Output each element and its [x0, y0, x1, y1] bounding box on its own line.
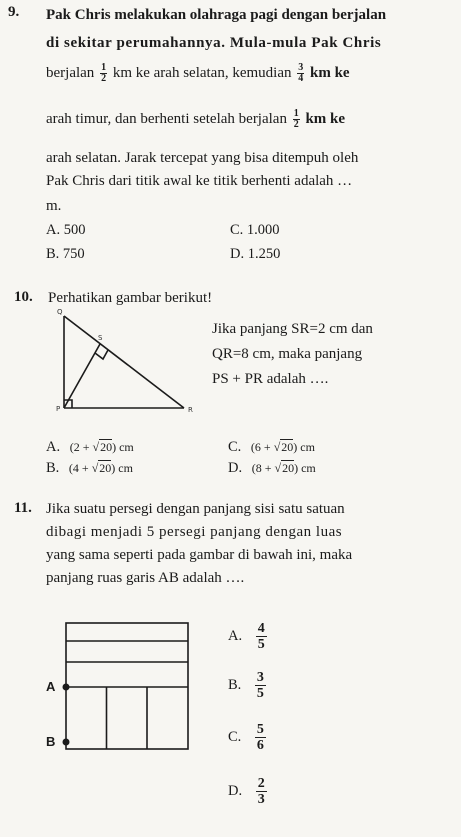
q10-intro: Perhatikan gambar berikut! [48, 290, 213, 306]
q9-option-b[interactable]: B. 750 [46, 246, 85, 262]
q10-option-c[interactable]: C. (6 + √20) cm [228, 439, 315, 455]
q10-option-b[interactable]: B. (4 + √20) cm [46, 460, 133, 476]
q9-number: 9. [8, 4, 20, 20]
q10-text2: QR=8 cm, maka panjang [212, 346, 363, 362]
point-label-s: S [98, 334, 103, 342]
label-a: A [46, 679, 56, 694]
point-label-r: R [188, 406, 193, 414]
q9-line7: m. [46, 198, 62, 214]
q11-option-d[interactable]: D. $\frac{2}{3}$ [228, 776, 265, 807]
q11-option-c[interactable]: C. $\frac{5}{6}$ [228, 722, 264, 753]
outer-square [66, 623, 188, 749]
fraction-three-quarter: $\frac{3}{4}$ [298, 62, 304, 85]
q10-triangle-figure [44, 308, 204, 418]
q9-option-a[interactable]: A. 500 [46, 222, 86, 238]
fraction-half-2: $\frac{1}{2}$ [293, 108, 299, 131]
right-angle-s [95, 350, 108, 359]
segment-qr [64, 316, 184, 408]
q11-number: 11. [14, 500, 32, 516]
q9-option-d[interactable]: D. 1.250 [230, 246, 281, 262]
point-label-p: P [56, 405, 61, 413]
q11-option-a[interactable]: A. $\frac{4}{5}$ [228, 621, 265, 652]
q11-line2: dibagi menjadi 5 persegi panjang dengan luas [46, 524, 343, 540]
q9-line4: arah timur, dan berhenti setelah berjalan $\frac{1}{2}$ km ke [46, 108, 346, 131]
q10-text1: Jika panjang SR=2 cm dan [212, 321, 373, 337]
label-b: B [46, 734, 56, 749]
q11-line4: panjang ruas garis AB adalah …. [46, 570, 245, 586]
divided-square-diagram [40, 615, 200, 765]
point-b-dot [63, 739, 70, 746]
point-label-q: Q [57, 308, 63, 316]
fraction-half: $\frac{1}{2}$ [101, 62, 107, 85]
q10-number: 10. [14, 289, 33, 305]
q10-option-a[interactable]: A. (2 + √20) cm [46, 439, 134, 455]
triangle-diagram [44, 308, 204, 418]
q9-line3: berjalan $\frac{1}{2}$ km ke arah selatan, kemudian $\frac{3}{4}$ km ke [46, 62, 350, 85]
q10-text3: PS + PR adalah …. [212, 371, 329, 387]
q9-line2: di sekitar perumahannya. Mula-mula Pak Chris [46, 35, 382, 51]
q11-line1: Jika suatu persegi dengan panjang sisi satu satuan [46, 501, 345, 517]
q9-line6: Pak Chris dari titik awal ke titik berhenti adalah … [46, 173, 353, 189]
q11-line3: yang sama seperti pada gambar di bawah ini, maka [46, 547, 353, 563]
q9-line1: Pak Chris melakukan olahraga pagi dengan berjalan [46, 7, 387, 23]
point-a-dot [63, 684, 70, 691]
q9-option-c[interactable]: C. 1.000 [230, 222, 280, 238]
q11-option-b[interactable]: B. $\frac{3}{5}$ [228, 670, 264, 701]
q10-option-d[interactable]: D. (8 + √20) cm [228, 460, 316, 476]
q9-line5: arah selatan. Jarak tercepat yang bisa ditempuh oleh [46, 150, 359, 166]
q11-square-figure [40, 615, 200, 765]
